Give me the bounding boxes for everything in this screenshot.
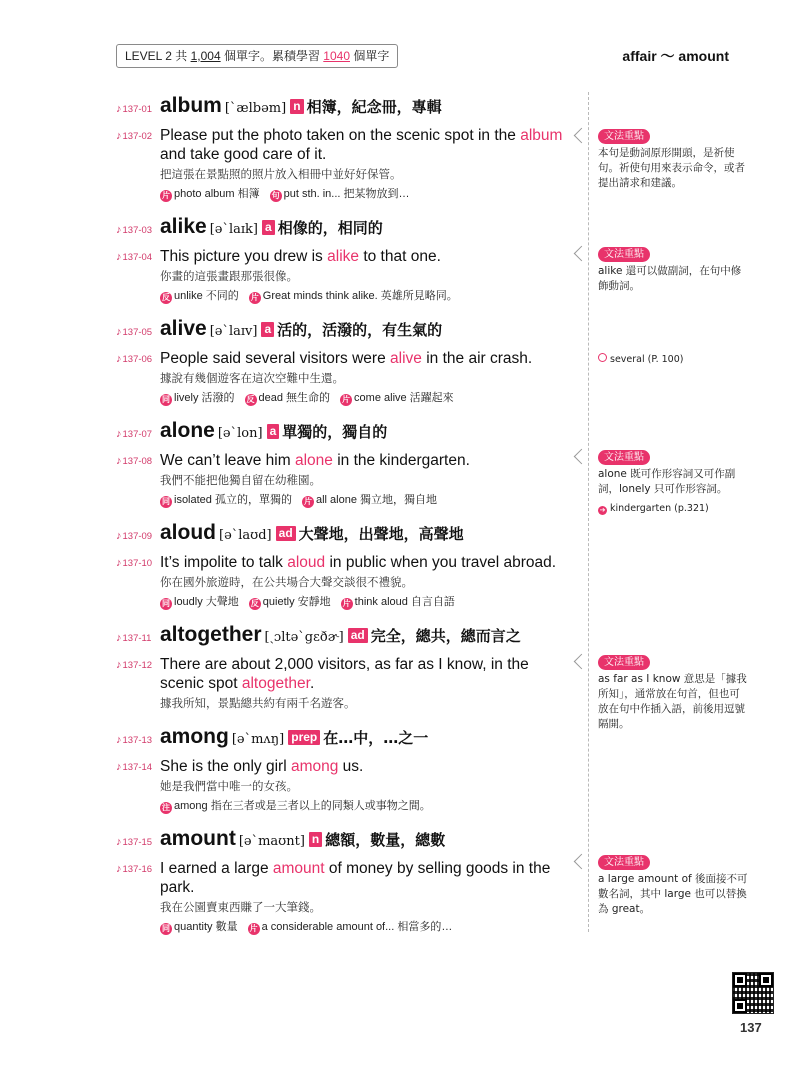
vocab-entry bbox=[116, 215, 576, 305]
headword: album bbox=[160, 94, 222, 117]
level-info-box bbox=[116, 44, 398, 68]
related-tag bbox=[160, 921, 238, 933]
chinese-translation: 我們不能把他獨自留在幼稚園。 bbox=[160, 473, 321, 487]
cross-reference[interactable] bbox=[598, 501, 748, 516]
related-tags bbox=[160, 491, 576, 509]
page-range-title: affair ～ amount bbox=[622, 48, 729, 64]
part-of-speech-badge: ad bbox=[276, 526, 296, 541]
tag-text: quantity 數量 bbox=[174, 921, 238, 933]
sentence-text: in the air crash. bbox=[421, 350, 533, 367]
column-divider bbox=[588, 92, 589, 932]
vocab-entry bbox=[116, 94, 576, 203]
sentence-text: People said several visitors were bbox=[160, 350, 391, 367]
sentence-text: . bbox=[309, 675, 315, 692]
highlighted-word: aloud bbox=[287, 554, 326, 571]
music-note-icon: ♪ bbox=[116, 428, 122, 440]
phonetic: [ˋælbəm] bbox=[224, 101, 287, 116]
related-tags bbox=[160, 389, 576, 407]
related-tag bbox=[160, 188, 260, 200]
vocab-entry bbox=[116, 623, 576, 712]
grammar-note bbox=[598, 129, 748, 191]
word-meaning: 相像的，相同的 bbox=[277, 219, 383, 237]
headword: altogether bbox=[160, 623, 262, 646]
tag-badge: 句 bbox=[271, 191, 280, 200]
level-suffix: 個單字 bbox=[350, 49, 390, 63]
headword: among bbox=[160, 725, 229, 748]
example-sentence bbox=[116, 349, 576, 407]
sentence-audio-number[interactable] bbox=[116, 557, 152, 569]
sentence-text: in public when you travel abroad. bbox=[325, 554, 557, 571]
word-headline bbox=[116, 725, 576, 755]
related-tag bbox=[270, 188, 410, 200]
related-tag bbox=[302, 494, 437, 506]
english-sentence bbox=[160, 451, 576, 470]
related-tag bbox=[340, 392, 454, 404]
pointer-arrow-icon bbox=[574, 246, 590, 262]
english-sentence bbox=[160, 757, 576, 776]
pointer-arrow-icon bbox=[574, 654, 590, 670]
grammar-label: 文法重點 bbox=[598, 450, 650, 465]
highlighted-word: altogether bbox=[241, 675, 310, 692]
part-of-speech-badge: a bbox=[261, 322, 274, 337]
tag-badge: 片 bbox=[342, 599, 351, 608]
sentence-num: 137-16 bbox=[122, 864, 153, 875]
tag-text: unlike 不同的 bbox=[174, 290, 239, 302]
word-audio-number[interactable] bbox=[116, 836, 152, 848]
cross-reference[interactable] bbox=[598, 352, 748, 367]
music-note-icon: ♪ bbox=[116, 130, 122, 142]
example-sentence bbox=[116, 553, 576, 611]
word-audio-number[interactable] bbox=[116, 530, 152, 542]
chinese-translation: 把這張在景點照的照片放入相冊中並好好保管。 bbox=[160, 167, 402, 181]
highlighted-word: alike bbox=[327, 248, 360, 265]
tag-badge: 反 bbox=[250, 599, 259, 608]
word-headline bbox=[116, 317, 576, 347]
related-tag bbox=[245, 392, 331, 404]
sentence-text: to that one. bbox=[359, 248, 441, 265]
music-note-icon: ♪ bbox=[116, 251, 122, 263]
pointer-arrow-icon bbox=[574, 854, 590, 870]
word-meaning: 相簿，紀念冊，專輯 bbox=[306, 98, 442, 116]
word-meaning: 活的，活潑的，有生氣的 bbox=[277, 321, 443, 339]
word-headline bbox=[116, 215, 576, 245]
music-note-icon: ♪ bbox=[116, 326, 122, 338]
word-num: 137-05 bbox=[122, 327, 153, 338]
part-of-speech-badge: n bbox=[309, 832, 322, 847]
tag-text: loudly 大聲地 bbox=[174, 596, 239, 608]
related-tags bbox=[160, 593, 576, 611]
cross-ref-circle-icon bbox=[598, 353, 607, 362]
part-of-speech-badge: prep bbox=[288, 730, 320, 745]
sentence-num: 137-10 bbox=[122, 558, 153, 569]
cumulative-count: 1040 bbox=[323, 49, 350, 63]
music-note-icon: ♪ bbox=[116, 224, 122, 236]
example-sentence bbox=[116, 757, 576, 815]
sentence-audio-number[interactable] bbox=[116, 761, 152, 773]
related-tag bbox=[160, 290, 239, 302]
music-note-icon: ♪ bbox=[116, 836, 122, 848]
part-of-speech-badge: a bbox=[267, 424, 280, 439]
sentence-text: It’s impolite to talk bbox=[160, 554, 288, 571]
tag-text: Great minds think alike. 英雄所見略同。 bbox=[262, 290, 458, 302]
english-sentence bbox=[160, 349, 576, 368]
music-note-icon: ♪ bbox=[116, 863, 122, 875]
chinese-translation: 我在公園賣東西賺了一大筆錢。 bbox=[160, 900, 321, 914]
example-sentence bbox=[116, 247, 576, 305]
tag-badge: 反 bbox=[162, 293, 170, 302]
word-num: 137-09 bbox=[122, 531, 153, 542]
word-audio-number[interactable] bbox=[116, 428, 152, 440]
word-headline bbox=[116, 827, 576, 857]
vocab-entry bbox=[116, 419, 576, 509]
music-note-icon: ♪ bbox=[116, 734, 122, 746]
phonetic: [ˏɔltəˋgɛðɚ] bbox=[264, 630, 344, 645]
word-audio-number[interactable] bbox=[116, 326, 152, 338]
tag-text: dead 無生命的 bbox=[258, 392, 331, 404]
sentence-num: 137-12 bbox=[122, 660, 153, 671]
chinese-translation: 據我所知，景點總共約有兩千名遊客。 bbox=[160, 696, 356, 710]
grammar-label: 文法重點 bbox=[598, 655, 650, 670]
word-audio-number[interactable] bbox=[116, 632, 151, 644]
related-tag bbox=[248, 921, 453, 933]
sentence-audio-number[interactable] bbox=[116, 353, 152, 365]
sentence-text: in the kindergarten. bbox=[332, 452, 470, 469]
grammar-note-text: 本句是動詞原形開頭，是祈使句。祈使句用來表示命令，或者提出請求和建議。 bbox=[598, 147, 745, 189]
sentence-text: She is the only girl bbox=[160, 758, 291, 775]
phonetic: [əˋlaɪv] bbox=[209, 324, 258, 339]
sentence-num: 137-02 bbox=[122, 131, 153, 142]
music-note-icon: ♪ bbox=[116, 761, 122, 773]
sentence-text: us. bbox=[338, 758, 364, 775]
related-tag bbox=[160, 392, 235, 404]
word-headline bbox=[116, 419, 576, 449]
grammar-note-text: as far as I know 意思是「據我所知」，通常放在句首，但也可放在句中作插入語，前後用逗號隔開。 bbox=[598, 673, 747, 730]
word-audio-number[interactable] bbox=[116, 224, 152, 236]
vocab-entry bbox=[116, 725, 576, 815]
grammar-note-text: a large amount of 後面接不可數名詞，其中 large 也可以替換為 great。 bbox=[598, 873, 748, 915]
tag-badge: 片 bbox=[250, 293, 259, 302]
related-tag bbox=[160, 494, 292, 506]
tag-text: quietly 安靜地 bbox=[262, 596, 331, 608]
english-sentence bbox=[160, 655, 576, 693]
tag-badge: 反 bbox=[246, 395, 255, 404]
music-note-icon: ♪ bbox=[116, 455, 122, 467]
word-headline bbox=[116, 94, 576, 124]
related-tags bbox=[160, 918, 576, 936]
sentence-audio-number[interactable] bbox=[116, 659, 152, 671]
word-meaning: 單獨的，獨自的 bbox=[282, 423, 388, 441]
grammar-note-text: alike 還可以做副詞，在句中修飾動詞。 bbox=[598, 265, 742, 292]
sentence-text: This picture you drew is bbox=[160, 248, 328, 265]
phonetic: [əˋmʌŋ] bbox=[231, 732, 285, 747]
highlighted-word: alone bbox=[294, 452, 333, 469]
tag-text: come alive 活躍起來 bbox=[354, 392, 454, 404]
related-tag bbox=[249, 596, 331, 608]
word-meaning: 總額，數量，總數 bbox=[325, 831, 446, 849]
sentence-audio-number[interactable] bbox=[116, 863, 152, 875]
highlighted-word: amount bbox=[272, 860, 325, 877]
example-sentence bbox=[116, 451, 576, 509]
sentence-text: of money by selling goods in the park. bbox=[160, 860, 551, 896]
related-tag bbox=[160, 800, 431, 812]
word-num: 137-11 bbox=[122, 633, 152, 644]
word-num: 137-13 bbox=[122, 735, 153, 746]
grammar-label: 文法重點 bbox=[598, 129, 650, 144]
related-tag bbox=[160, 596, 239, 608]
word-num: 137-01 bbox=[122, 104, 153, 115]
music-note-icon: ♪ bbox=[116, 353, 122, 365]
related-tags bbox=[160, 797, 576, 815]
word-num: 137-15 bbox=[122, 837, 153, 848]
word-meaning: 在…中，…之一 bbox=[323, 729, 429, 747]
sentence-num: 137-14 bbox=[122, 762, 153, 773]
part-of-speech-badge: ad bbox=[348, 628, 368, 643]
tag-badge: 同 bbox=[162, 395, 170, 404]
english-sentence bbox=[160, 126, 576, 164]
music-note-icon: ♪ bbox=[116, 659, 122, 671]
headword: aloud bbox=[160, 521, 216, 544]
page-number: 137 bbox=[740, 1020, 762, 1035]
grammar-label: 文法重點 bbox=[598, 855, 650, 870]
word-headline bbox=[116, 521, 576, 551]
tag-text: put sth. in... 把某物放到… bbox=[283, 188, 410, 200]
sentence-text: I earned a large bbox=[160, 860, 273, 877]
phonetic: [əˋlaʊd] bbox=[219, 528, 272, 543]
cross-ref-text: kindergarten (p.321) bbox=[610, 503, 709, 514]
sentence-num: 137-04 bbox=[122, 252, 153, 263]
sentence-audio-number[interactable] bbox=[116, 455, 152, 467]
sentence-num: 137-06 bbox=[122, 354, 153, 365]
tag-badge: 同 bbox=[162, 599, 170, 608]
cross-ref-text: several (P. 100) bbox=[610, 354, 684, 365]
tag-text: among 指在三者或是三者以上的同類人或事物之間。 bbox=[174, 800, 431, 812]
headword: alone bbox=[160, 419, 215, 442]
level-count: 1,004 bbox=[190, 49, 221, 63]
english-sentence bbox=[160, 859, 576, 897]
sentence-text: There are about 2,000 visitors, as far as I know, in the scenic spot bbox=[160, 656, 529, 692]
pointer-arrow-icon bbox=[574, 128, 590, 144]
english-sentence bbox=[160, 247, 576, 266]
headword: alike bbox=[160, 215, 207, 238]
chinese-translation: 據說有幾個遊客在這次空難中生還。 bbox=[160, 371, 344, 385]
sentence-audio-number[interactable] bbox=[116, 130, 152, 142]
word-audio-number[interactable] bbox=[116, 103, 152, 115]
example-sentence bbox=[116, 859, 576, 936]
grammar-note bbox=[598, 247, 748, 294]
related-tag bbox=[249, 290, 458, 302]
tag-badge: 同 bbox=[162, 497, 170, 506]
example-sentence bbox=[116, 126, 576, 203]
vocab-entry bbox=[116, 521, 576, 611]
sentence-text: and take good care of it. bbox=[160, 146, 327, 163]
tag-badge: 片 bbox=[303, 497, 312, 506]
related-tag bbox=[341, 596, 455, 608]
sentence-num: 137-08 bbox=[122, 456, 153, 467]
sentence-text: Please put the photo taken on the scenic spot in the bbox=[160, 127, 521, 144]
headword: amount bbox=[160, 827, 236, 850]
word-num: 137-07 bbox=[122, 429, 153, 440]
music-note-icon: ♪ bbox=[116, 103, 122, 115]
word-headline bbox=[116, 623, 576, 653]
word-audio-number[interactable] bbox=[116, 734, 152, 746]
chinese-translation: 她是我們當中唯一的女孩。 bbox=[160, 779, 298, 793]
vocab-entry bbox=[116, 317, 576, 407]
phonetic: [əˋlaɪk] bbox=[209, 222, 258, 237]
chinese-translation: 你在國外旅遊時，在公共場合大聲交談很不禮貌。 bbox=[160, 575, 413, 589]
pointer-arrow-icon bbox=[574, 449, 590, 465]
level-prefix: LEVEL 2 共 bbox=[125, 49, 191, 63]
english-sentence bbox=[160, 553, 576, 572]
music-note-icon: ♪ bbox=[116, 530, 122, 542]
grammar-note bbox=[598, 655, 748, 732]
tag-text: photo album 相簿 bbox=[174, 188, 260, 200]
phonetic: [əˋmaʊnt] bbox=[238, 834, 305, 849]
tag-badge: 注 bbox=[162, 803, 170, 812]
tag-badge: 同 bbox=[162, 924, 170, 933]
music-note-icon: ♪ bbox=[116, 557, 122, 569]
related-tags bbox=[160, 287, 576, 305]
related-tags bbox=[160, 185, 576, 203]
phonetic: [əˋlon] bbox=[217, 426, 263, 441]
tag-text: isolated 孤立的，單獨的 bbox=[174, 494, 292, 506]
qr-code-icon[interactable] bbox=[733, 973, 773, 1013]
word-meaning: 完全，總共，總而言之 bbox=[370, 627, 521, 645]
tag-text: all alone 獨立地，獨自地 bbox=[315, 494, 438, 506]
chinese-translation: 你畫的這張畫跟那張很像。 bbox=[160, 269, 298, 283]
sentence-text: We can’t leave him bbox=[160, 452, 295, 469]
cross-ref-arrow-icon: ➔ bbox=[599, 506, 606, 514]
highlighted-word: among bbox=[290, 758, 339, 775]
tag-badge: 片 bbox=[249, 924, 258, 933]
headword: alive bbox=[160, 317, 207, 340]
level-mid: 個單字。累積學習 bbox=[220, 49, 324, 63]
grammar-label: 文法重點 bbox=[598, 247, 650, 262]
tag-text: a considerable amount of... 相當多的… bbox=[261, 921, 453, 933]
tag-badge: 片 bbox=[162, 191, 170, 200]
grammar-note bbox=[598, 450, 748, 516]
music-note-icon: ♪ bbox=[116, 632, 122, 644]
word-num: 137-03 bbox=[122, 225, 153, 236]
highlighted-word: album bbox=[520, 127, 563, 144]
part-of-speech-badge: n bbox=[290, 99, 303, 114]
highlighted-word: alive bbox=[390, 350, 422, 367]
grammar-note bbox=[598, 855, 748, 917]
example-sentence bbox=[116, 655, 576, 712]
sentence-audio-number[interactable] bbox=[116, 251, 152, 263]
grammar-note-text: alone 既可作形容詞又可作副詞，lonely 只可作形容詞。 bbox=[598, 468, 736, 495]
tag-text: lively 活潑的 bbox=[174, 392, 235, 404]
tag-badge: 片 bbox=[342, 395, 351, 404]
part-of-speech-badge: a bbox=[262, 220, 275, 235]
tag-text: think aloud 自言自語 bbox=[354, 596, 455, 608]
grammar-note bbox=[598, 348, 748, 367]
vocab-entry bbox=[116, 827, 576, 936]
word-meaning: 大聲地，出聲地，高聲地 bbox=[298, 525, 464, 543]
